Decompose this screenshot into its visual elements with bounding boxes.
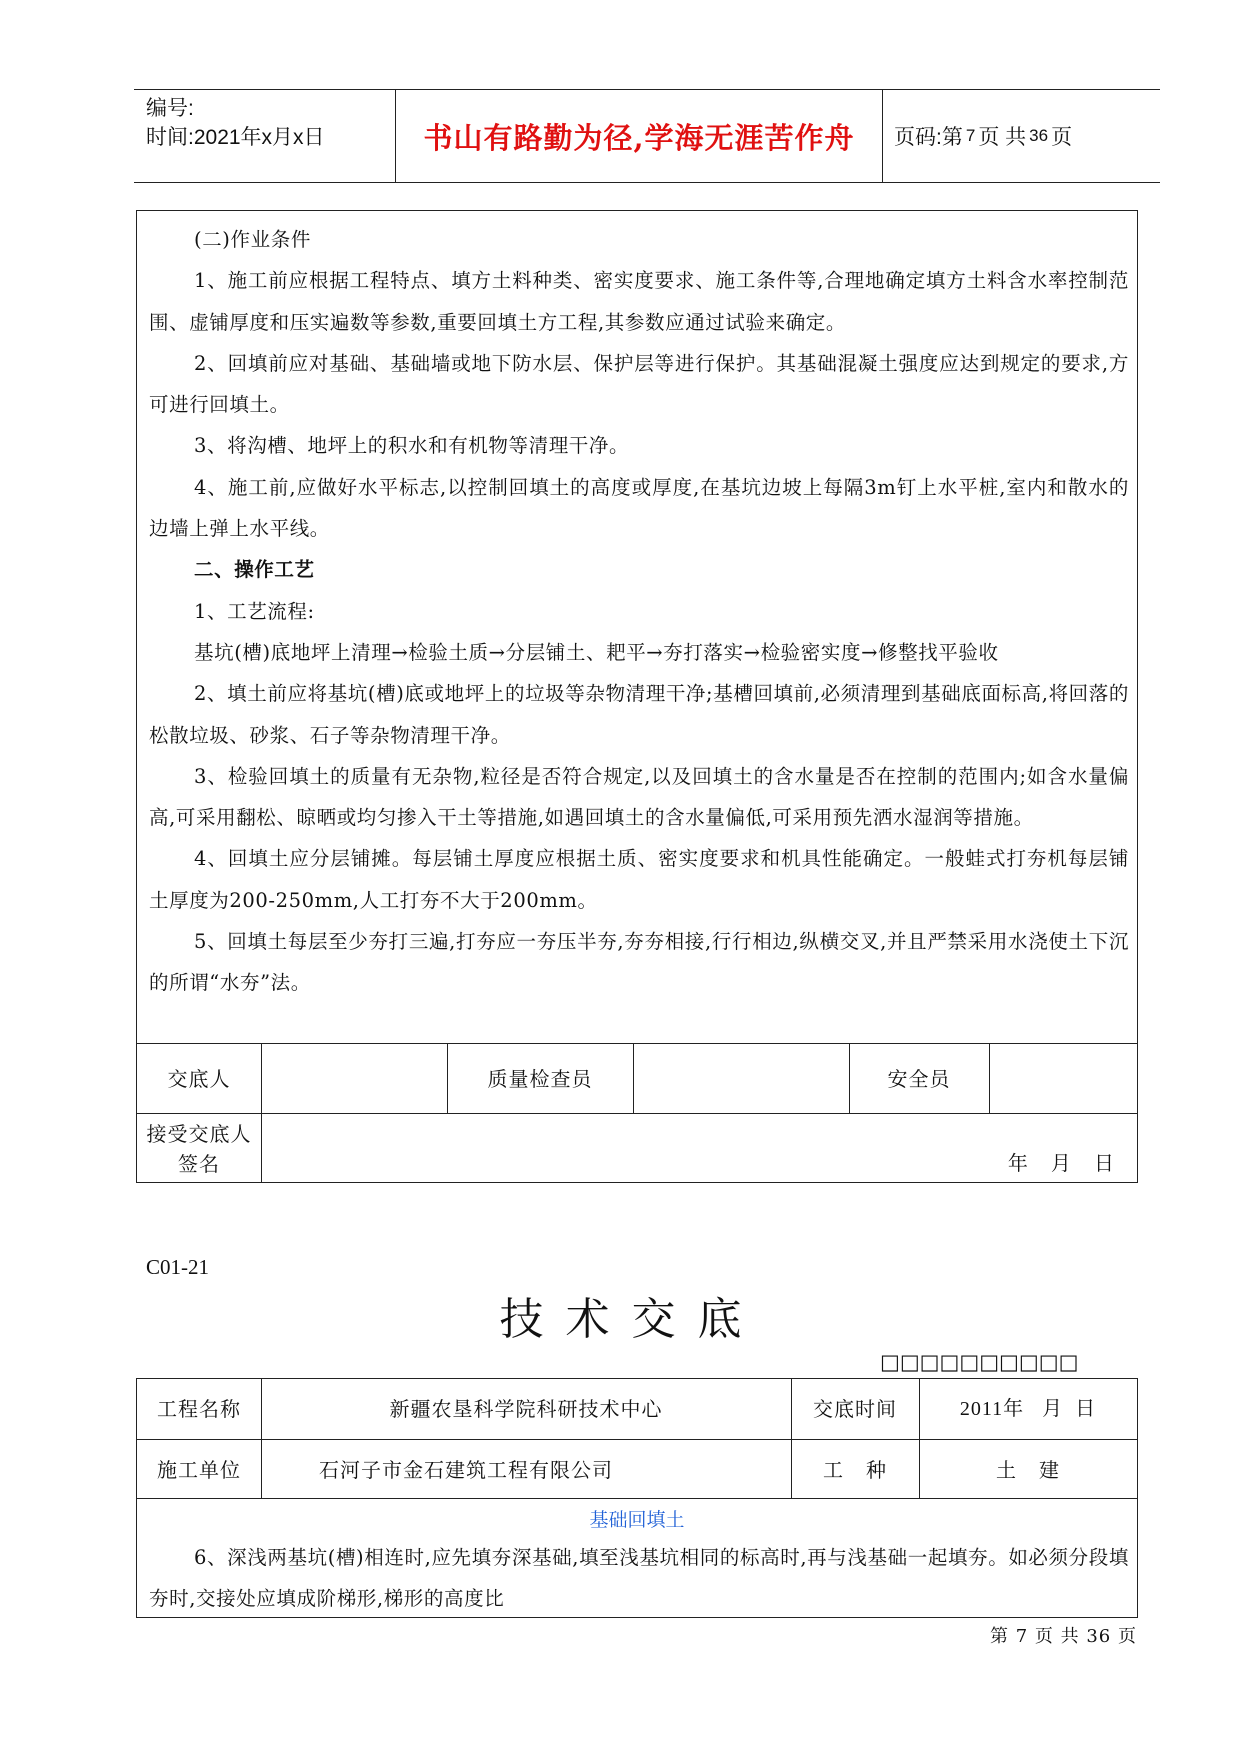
subject-heading: 基础回填土 <box>589 1509 685 1531</box>
page-header <box>134 89 1160 183</box>
unit-value: 石河子市金石建筑工程有限公司 <box>319 1457 613 1482</box>
signature-row <box>137 1043 1137 1114</box>
safety-label: 安全员 <box>887 1067 951 1091</box>
page-mid: 页 共 <box>978 126 1027 149</box>
date-label: 交底时间 <box>813 1397 897 1421</box>
checkbox-row: □□□□□□□□□□ <box>880 1350 1079 1374</box>
code-label: 编号: <box>146 97 194 120</box>
page-suffix: 页 <box>1051 126 1073 149</box>
paragraph: 6、深浅两基坑(槽)相连时,应先填夯深基础,填至浅基坑相同的标高时,再与浅基础一起填夯。如必须分段填夯时,交接处应填成阶梯形,梯形的高度比 <box>149 1546 1129 1610</box>
info-table <box>136 1378 1138 1618</box>
page-current: 7 <box>965 126 976 145</box>
header-divider <box>882 90 883 182</box>
paragraph: 3、将沟槽、地坪上的积水和有机物等清理干净。 <box>194 434 630 458</box>
paragraph: 4、回填土应分层铺摊。每层铺土厚度应根据土质、密实度要求和机具性能确定。一般蛙式打夯机每层铺土厚度为200-250mm,人工打夯不大于200mm。 <box>149 847 1129 912</box>
safety-signature-field[interactable] <box>989 1044 1137 1114</box>
page-footer: 第 7 页 共 36 页 <box>990 1626 1137 1647</box>
header-slogan: 书山有路勤为径,学海无涯苦作舟 <box>423 120 855 155</box>
page-prefix: 页码:第 <box>894 126 963 149</box>
date-label: 年 月 日 <box>1007 1151 1115 1175</box>
project-value: 新疆农垦科学院科研技术中心 <box>389 1397 663 1421</box>
paragraph: 5、回填土每层至少夯打三遍,打夯应一夯压半夯,夯夯相接,行行相边,纵横交叉,并且严禁采用水浇使土下沉的所谓“水夯”法。 <box>149 930 1129 995</box>
unit-label: 施工单位 <box>157 1457 241 1482</box>
section-heading: 二、操作工艺 <box>194 558 315 582</box>
paragraph: 2、填土前应将基坑(槽)底或地坪上的垃圾等杂物清理干净;基槽回填前,必须清理到基础底面标高,将回落的松散垃圾、砂浆、石子等杂物清理干净。 <box>149 682 1129 747</box>
process-flow: 基坑(槽)底地坪上清理→检验土质→分层铺土、耙平→夯打落实→检验密实度→修整找平验收 <box>194 640 999 664</box>
paragraph: 2、回填前应对基础、基础墙或地下防水层、保护层等进行保护。其基础混凝土强度应达到规定的要求,方可进行回填土。 <box>149 351 1129 417</box>
unit-row <box>137 1439 1137 1499</box>
trade-value: 土 建 <box>995 1457 1061 1482</box>
time-label: 时间:2021年x月x日 <box>146 126 325 149</box>
inspector-signature-field[interactable] <box>633 1044 849 1114</box>
trade-label: 工 种 <box>822 1457 888 1482</box>
paragraph: 4、施工前,应做好水平标志,以控制回填土的高度或厚度,在基坑边坡上每隔3m钉上水平桩,室内和散水的边墙上弹上水平线。 <box>149 475 1129 541</box>
header-meta <box>146 94 325 152</box>
page-total: 36 <box>1029 126 1049 145</box>
receiver-row <box>137 1113 1137 1183</box>
content-row <box>137 1498 1137 1617</box>
project-label: 工程名称 <box>157 1397 241 1421</box>
receiver-signature-field[interactable] <box>261 1114 1137 1183</box>
project-row <box>137 1379 1137 1439</box>
section-heading: (二)作业条件 <box>194 228 311 251</box>
handover-label: 交底人 <box>167 1067 231 1091</box>
content-table <box>136 210 1138 1183</box>
paragraph: 1、施工前应根据工程特点、填方土料种类、密实度要求、施工条件等,合理地确定填方土料含水率控制范围、虚铺厚度和压实遍数等参数,重要回填土方工程,其参数应通过试验来确定。 <box>149 269 1129 334</box>
paragraph: 3、检验回填土的质量有无杂物,粒径是否符合规定,以及回填土的含水量是否在控制的范围内;如含水量偏高,可采用翻松、晾晒或均匀掺入干土等措施,如遇回填土的含水量偏低,可采用预先洒水湿润等措施。 <box>149 764 1129 830</box>
content-body <box>149 219 1129 1004</box>
content-body <box>149 1537 1129 1619</box>
date-value: 2011年 月 日 <box>959 1398 1097 1420</box>
header-page-number <box>894 90 1072 182</box>
receiver-label: 接受交底人签名 <box>146 1121 252 1176</box>
inspector-label: 质量检查员 <box>487 1067 593 1091</box>
paragraph: 1、工艺流程: <box>194 599 315 623</box>
handover-signature-field[interactable] <box>261 1044 447 1114</box>
document-title: 技术交底 <box>499 1294 764 1345</box>
form-code: C01-21 <box>146 1255 209 1279</box>
